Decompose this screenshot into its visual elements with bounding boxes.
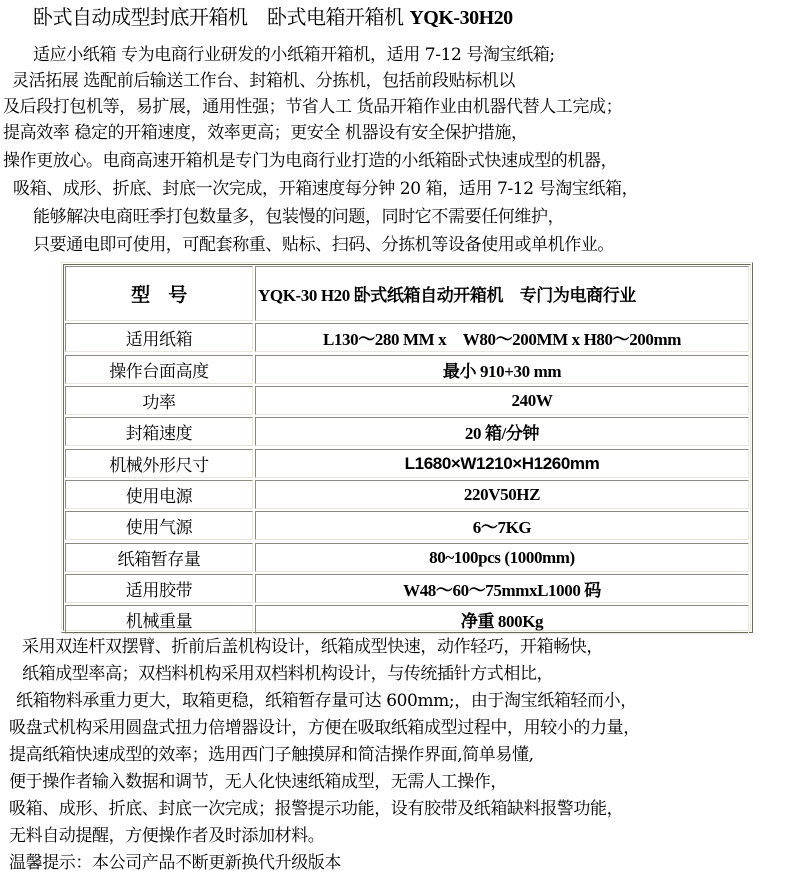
spec-label: 适用胶带 [65, 574, 253, 603]
intro-line: 及后段打包机等，易扩展，通用性强；节省人工 货品开箱作业由机器代替人工完成； [3, 97, 623, 117]
spec-value: 240W [255, 386, 749, 415]
feature-line: 纸箱成型率高；双档料机构采用双档料机构设计，与传统插针方式相比， [22, 664, 554, 684]
spec-label: 功率 [65, 386, 253, 415]
spec-table-inner [63, 264, 751, 631]
feature-line: 便于操作者输入数据和调节，无人化快速纸箱成型，无需人工操作， [9, 772, 507, 792]
spec-row [64, 448, 750, 479]
feature-line: 吸箱、成形、折底、封底一次完成；报警提示功能，设有胶带及纸箱缺料报警功能， [9, 799, 624, 819]
spec-value: 最小 910+30 mm [255, 355, 749, 384]
spec-row [64, 354, 750, 385]
spec-label: 机械外形尺寸 [65, 449, 253, 478]
spec-row [64, 322, 750, 353]
spec-value: L1680×W1210×H1260mm [255, 449, 749, 478]
feature-line: 采用双连杆双摆臂、折前后盖机构设计，纸箱成型快速，动作轻巧，开箱畅快， [22, 637, 603, 657]
spec-table [61, 262, 753, 633]
spec-header-value [255, 266, 749, 321]
spec-value: 净重 800Kg [255, 605, 749, 634]
spec-label: 机械重量 [65, 605, 253, 634]
feature-line: 提高纸箱快速成型的效率；选用西门子触摸屏和简洁操作界面,简单易懂, [9, 745, 534, 765]
spec-row [64, 416, 750, 447]
spec-row [64, 604, 750, 635]
spec-value: 20 箱/分钟 [255, 417, 749, 446]
spec-value: L130～280 MM x W80～200MM x H80～200mm [255, 323, 749, 352]
notice-line: 温馨提示：本公司产品不断更新换代升级版本 [9, 853, 341, 873]
spec-value: 220V50HZ [255, 480, 749, 509]
spec-value: 80~100pcs (1000mm) [255, 543, 749, 572]
feature-line: 吸盘式机构采用圆盘式扭力倍增器设计，方便在吸取纸箱成型过程中，用较小的力量， [9, 718, 640, 738]
spec-header-row [64, 265, 750, 322]
intro-line: 只要通电即可使用，可配套称重、贴标、扫码、分拣机等设备使用或单机作业。 [33, 235, 614, 255]
spec-label: 适用纸箱 [65, 323, 253, 352]
intro-line: 操作更放心。电商高速开箱机是专门为电商行业打造的小纸箱卧式快速成型的机器， [3, 151, 618, 171]
page-title [33, 4, 513, 31]
spec-row [64, 573, 750, 604]
spec-header-value-text: YQK-30 H20 卧式纸箱自动开箱机 专门为电商行业 [258, 286, 636, 305]
spec-label: 使用气源 [65, 511, 253, 540]
intro-line: 适应小纸箱 专为电商行业研发的小纸箱开箱机，适用 7-12 号淘宝纸箱; [33, 45, 555, 65]
spec-value: 6～7KG [255, 511, 749, 540]
intro-line: 能够解决电商旺季打包数量多，包装慢的问题，同时它不需要任何维护， [33, 207, 565, 227]
spec-label: 使用电源 [65, 480, 253, 509]
spec-label: 封箱速度 [65, 417, 253, 446]
spec-row [64, 479, 750, 510]
intro-line: 提高效率 稳定的开箱速度，效率更高；更安全 机器设有安全保护措施， [3, 123, 528, 143]
spec-label: 纸箱暂存量 [65, 543, 253, 572]
feature-line: 无料自动提醒，方便操作者及时添加材料。 [9, 826, 325, 846]
title-text: 卧式自动成型封底开箱机 卧式电箱开箱机 [33, 5, 404, 29]
title-model: YQK-30H20 [409, 7, 513, 29]
spec-header-label: 型 号 [65, 266, 253, 321]
spec-row [64, 510, 750, 541]
spec-value: W48～60～75mmxL1000 码 [255, 574, 749, 603]
spec-row [64, 385, 750, 416]
feature-line: 纸箱物料承重力更大，取箱更稳，纸箱暂存量可达 600mm;，由于淘宝纸箱轻而小， [16, 691, 637, 711]
spec-label: 操作台面高度 [65, 355, 253, 384]
spec-row [64, 542, 750, 573]
intro-line: 灵活拓展 选配前后输送工作台、封箱机、分拣机，包括前段贴标机以 [12, 71, 516, 91]
intro-line: 吸箱、成形、折底、封底一次完成，开箱速度每分钟 20 箱，适用 7-12 号淘宝纸箱， [13, 179, 639, 199]
